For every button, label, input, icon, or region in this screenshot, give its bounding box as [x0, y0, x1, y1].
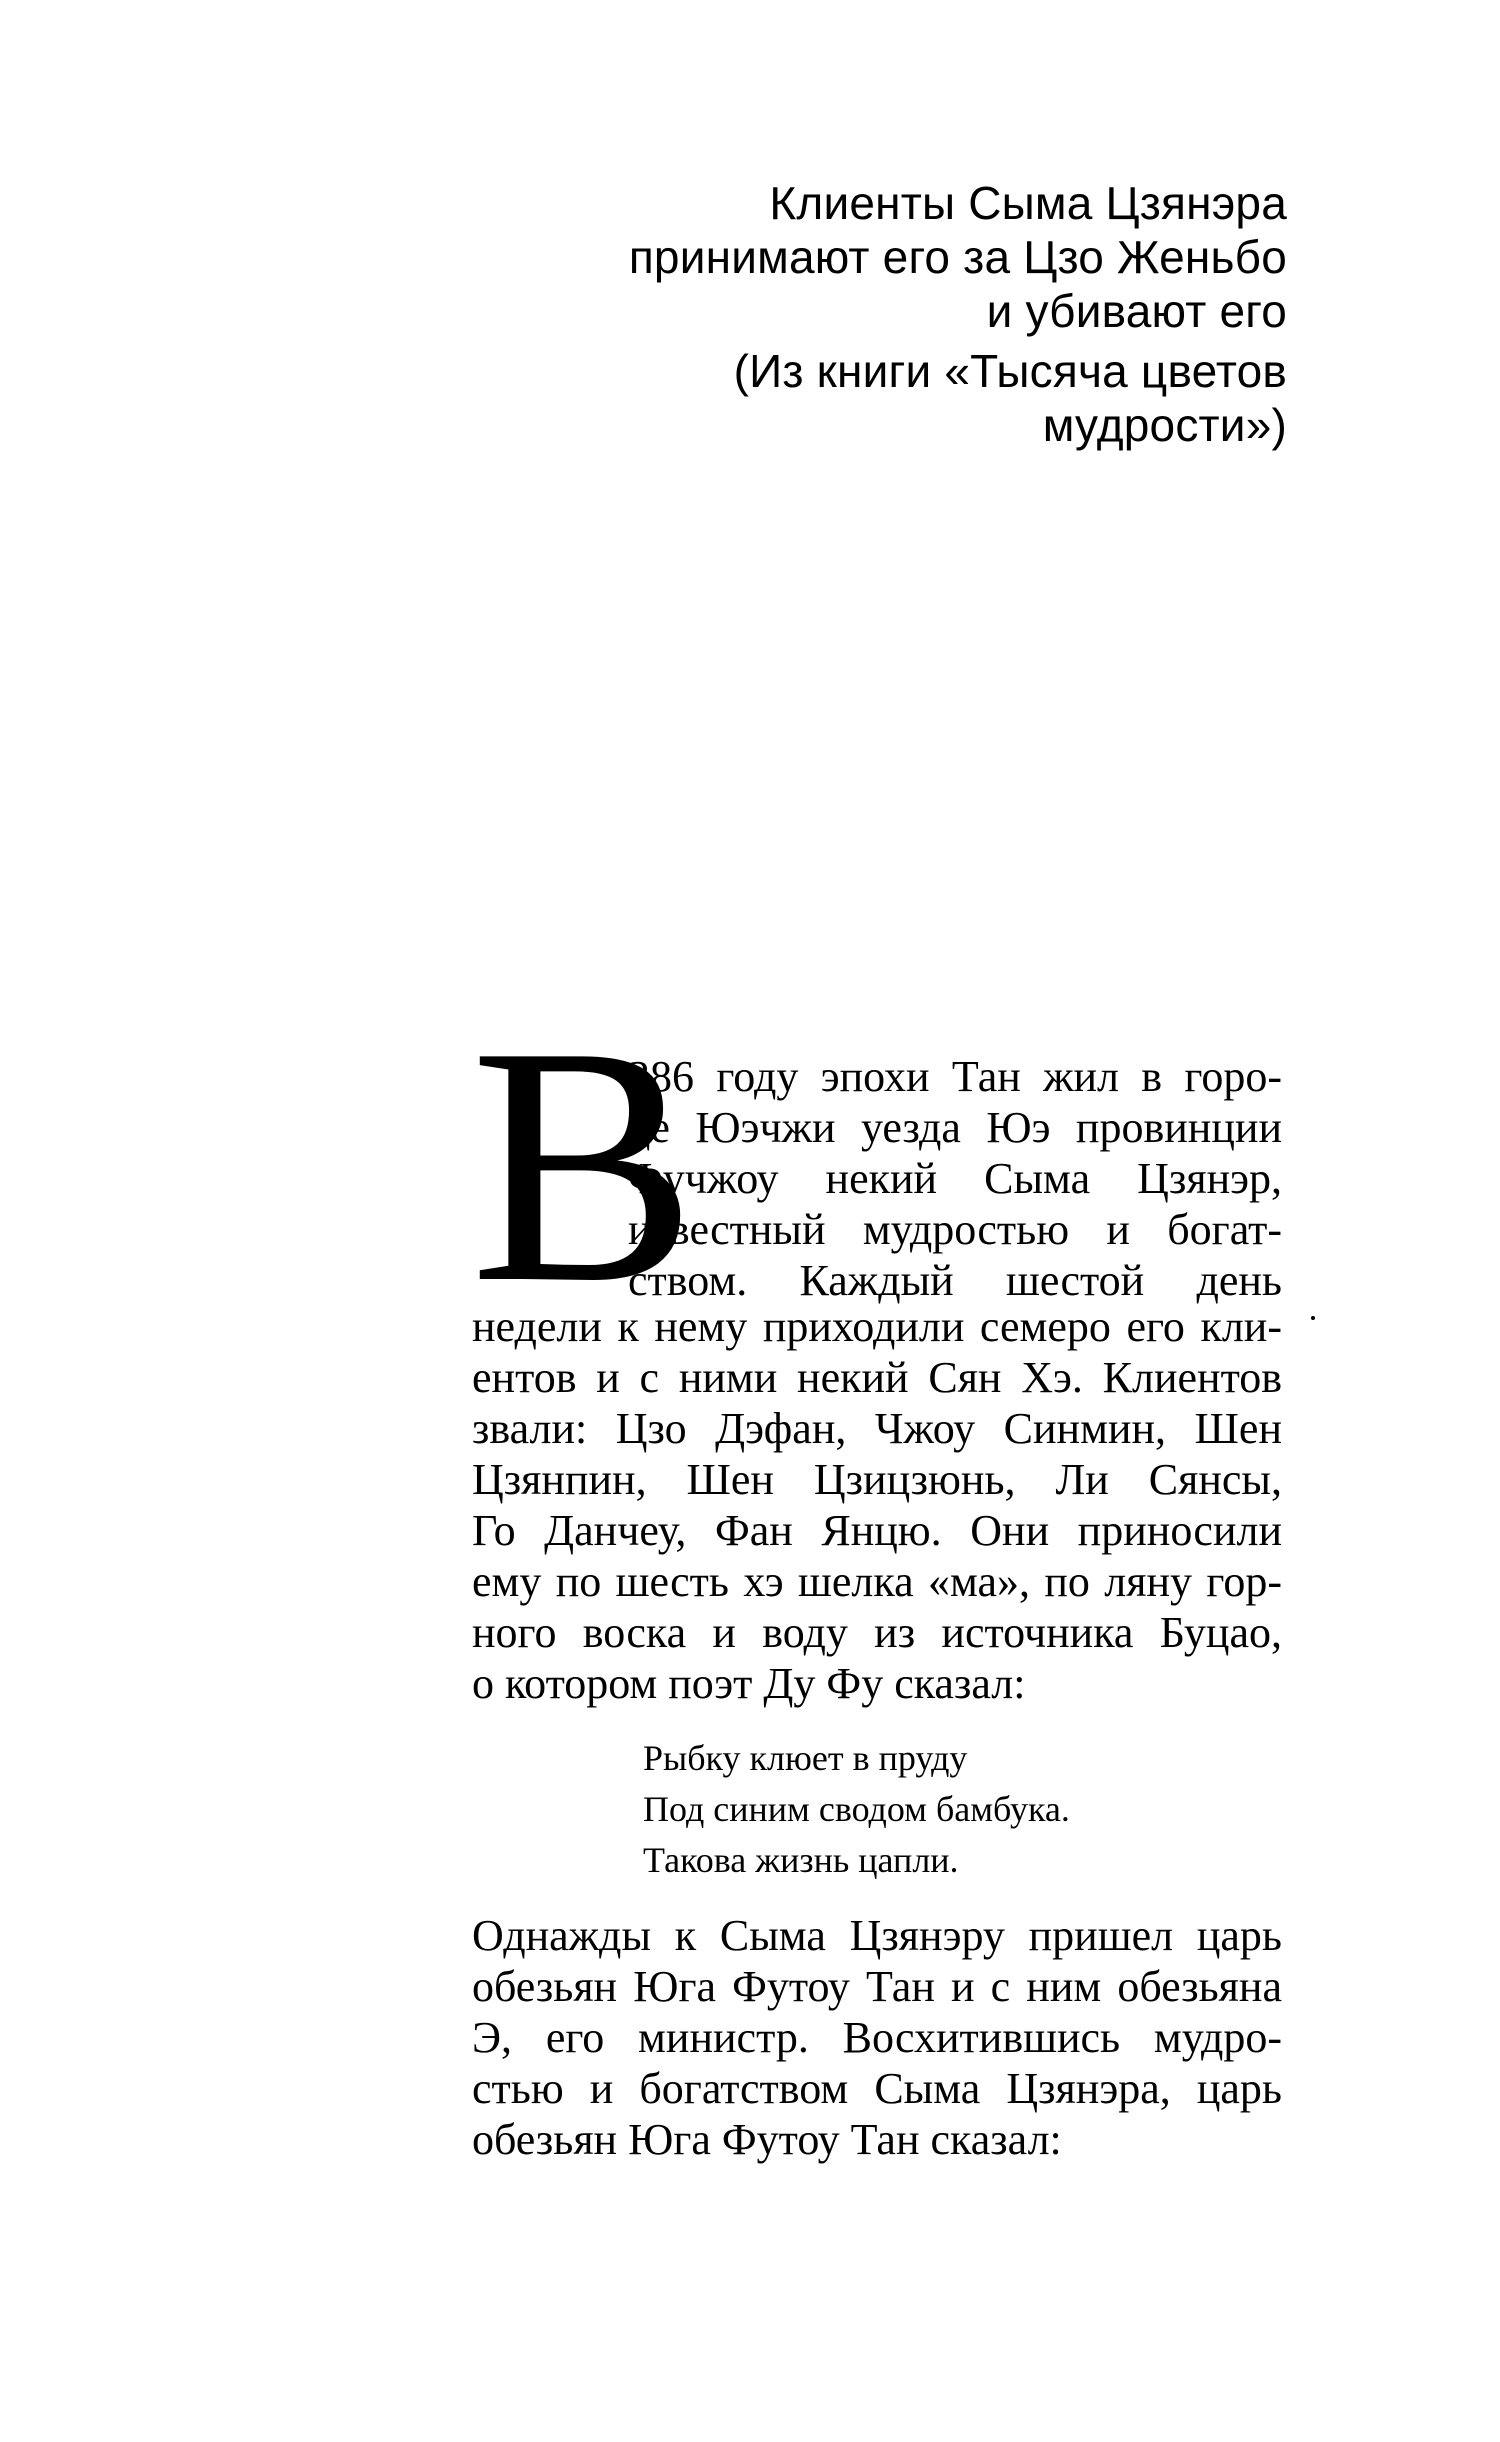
text-line: Э, его министр. Восхитившись мудро- — [472, 2013, 1282, 2062]
verse-line: Под синим сводом бамбука. — [643, 1789, 1070, 1829]
text-line: звали: Цзо Дэфан, Чжоу Синмин, Шен — [472, 1404, 1282, 1453]
text-line: недели к нему приходили семеро его кли- — [472, 1302, 1282, 1351]
text-line: известный мудростью и богат- — [628, 1205, 1282, 1254]
text-line: ством. Каждый шестой день — [628, 1256, 1282, 1305]
text-line: обезьян Юга Футоу Тан сказал: — [472, 2115, 1062, 2164]
text-line: Однажды к Сыма Цзянэру пришел царь — [472, 1911, 1282, 1960]
drop-cap: В — [470, 976, 697, 1353]
text-line: ного воска и воду из источника Буцао, — [472, 1608, 1282, 1657]
text-line: ему по шесть хэ шелка «ма», по ляну гор- — [472, 1557, 1282, 1606]
heading-line-2: принимают его за Цзо Женьбо — [628, 231, 1287, 283]
heading-source-line-2: мудрости») — [1042, 399, 1287, 451]
text-line: стью и богатством Сыма Цзянэра, царь — [472, 2064, 1282, 2113]
text-line: ентов и с ними некий Сян Хэ. Клиентов — [472, 1353, 1282, 1402]
heading-line-1: Клиенты Сыма Цзянэра — [769, 177, 1287, 229]
lead-lines — [628, 1051, 1282, 1306]
text-line: о котором поэт Ду Фу сказал: — [472, 1659, 1026, 1708]
verse-line: Такова жизнь цапли. — [643, 1840, 959, 1880]
verse-line: Рыбку клюет в пруду — [643, 1738, 968, 1778]
verse-quote — [643, 1733, 1070, 1886]
heading-source-line-1: (Из книги «Тысяча цветов — [733, 345, 1287, 397]
text-line: де Юэчжи уезда Юэ провинции — [628, 1103, 1282, 1152]
heading-line-3: и убивают его — [986, 285, 1287, 337]
paragraph-2-body — [472, 1910, 1282, 2165]
paragraph-1-body — [472, 1301, 1282, 1709]
chapter-heading — [387, 176, 1287, 452]
text-line: Го Данчеу, Фан Янцю. Они приносили — [472, 1506, 1282, 1555]
text-line: 386 году эпохи Тан жил в горо- — [628, 1052, 1282, 1101]
text-line: Цзянпин, Шен Цзицзюнь, Ли Сянсы, — [472, 1455, 1282, 1504]
text-line: Фучжоу некий Сыма Цзянэр, — [628, 1154, 1282, 1203]
text-line: обезьян Юга Футоу Тан и с ним обезьяна — [472, 1962, 1282, 2011]
stray-mark — [1311, 1316, 1315, 1320]
